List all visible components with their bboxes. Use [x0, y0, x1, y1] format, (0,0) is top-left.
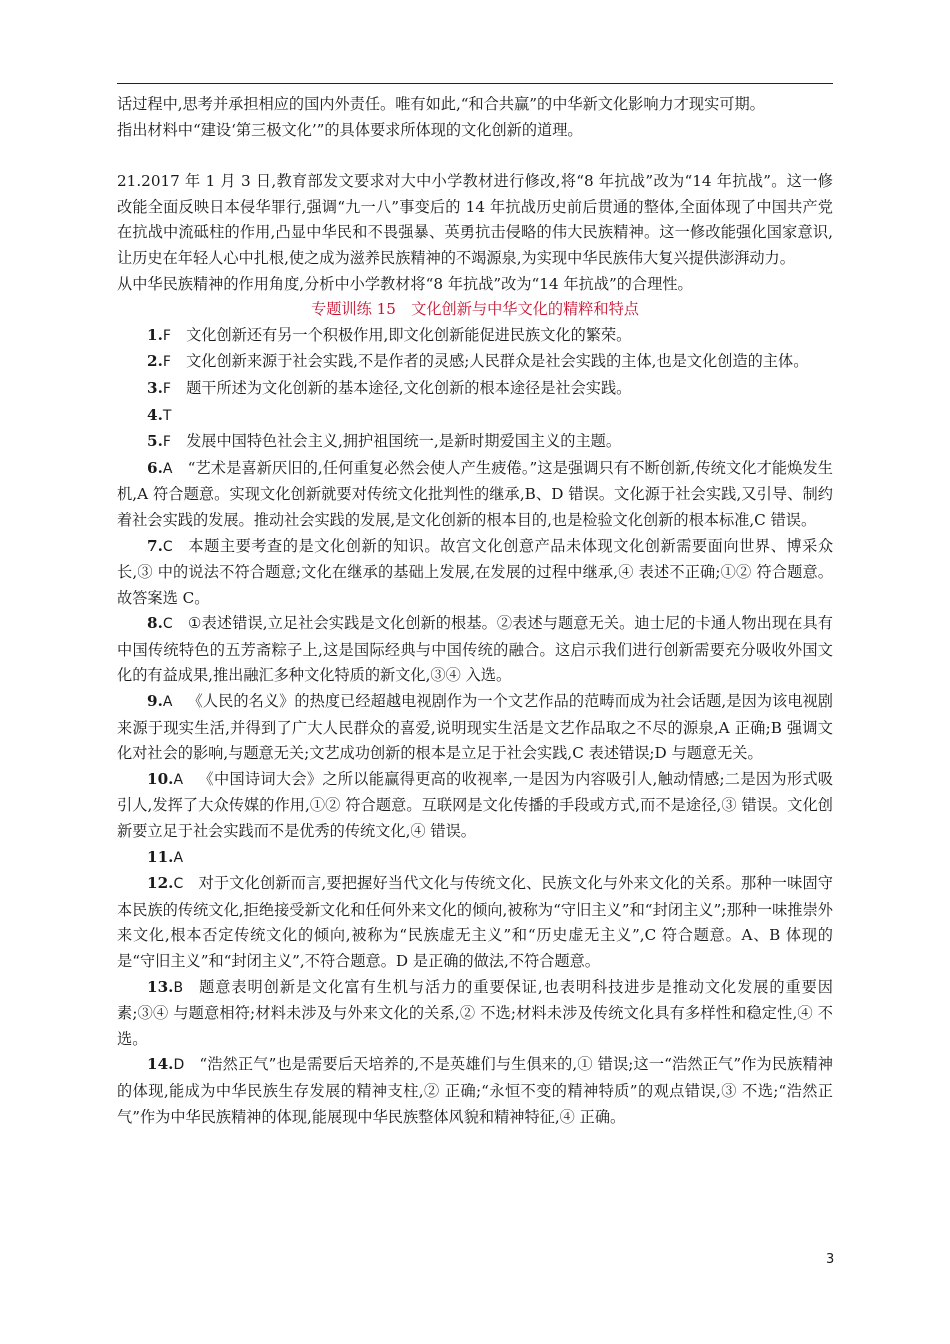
answer-separator: [173, 614, 188, 632]
question-21-text: 21.2017 年 1 月 3 日,教育部发文要求对大中小学教材进行修改,将“8 年抗战”改为“14 年抗战”。这一修改能全面反映日本侵华罪行,强调“九一八”事变后的 14 年抗战历史前后贯通的整体,全面体现了中国共产党在抗战中流砥柱的作用,凸显中华民和不畏强暴、英勇抗击侵略的伟大民族精神。这一修改能强化国家意识,让历史在年轻人心中扎根,使之成为滋养民族精神的不竭源泉,为实现中华民族伟大复兴提供澎湃动力。: [117, 172, 833, 267]
answer-item: [117, 403, 833, 430]
answer-key: C: [162, 538, 173, 555]
answer-item: [117, 376, 833, 403]
answer-explanation: 本题主要考查的是文化创新的知识。故宫文化创意产品未体现文化创新需要面向世界、博采众长,③ 中的说法不符合题意;文化在继承的基础上发展,在发展的过程中继承,④ 表述不正确;①② 符合题意。故答案选 C。: [117, 536, 833, 607]
answer-key: F: [162, 380, 171, 397]
answer-explanation: “艺术是喜新厌旧的,任何重复必然会使人产生疲倦。”这是强调只有不断创新,传统文化才能焕发生机,A 符合题意。实现文化创新就要对传统文化批判性的继承,B、D 错误。文化源于社会实践,又引导、制约着社会实践的发展。推动社会实践的发展,是文化创新的根本目的,也是检验文化创新的根本标准,C 错误。: [117, 458, 833, 529]
answer-key: A: [173, 771, 184, 788]
answer-number: 14.: [147, 1055, 174, 1074]
answer-key: A: [173, 849, 184, 866]
answer-number: 4.: [147, 405, 163, 424]
answer-key: A: [162, 460, 173, 477]
answer-number: 12.: [147, 874, 174, 893]
answer-separator: [171, 432, 186, 450]
answer-item: [117, 845, 833, 872]
answer-separator: [171, 326, 186, 344]
answer-key: F: [162, 327, 171, 344]
answer-key: A: [162, 694, 173, 711]
answer-explanation: 《人民的名义》的热度已经超越电视剧作为一个文艺作品的范畴而成为社会话题,是因为该电视剧来源于现实生活,并得到了广大人民群众的喜爱,说明现实生活是文艺作品取之不尽的源泉,A 正确;B 强调文化对社会的影响,与题意无关;文艺成功创新的根本是立足于社会实践,C 表述错误;D 与题意无关。: [117, 692, 833, 763]
answer-separator: [172, 692, 187, 710]
answer-explanation: “浩然正气”也是需要后天培养的,不是英雄们与生俱来的,① 错误;这一“浩然正气”作为民族精神的体现,能成为中华民族生存发展的精神支柱,② 正确;“永恒不变的精神特质”的观点错误,③ 不选;“浩然正气”作为中华民族精神的体现,能展现中华民族整体风貌和精神特征,④ 正确。: [117, 1055, 833, 1126]
answer-separator: [171, 352, 186, 370]
answer-separator: [171, 379, 186, 397]
answer-item: [117, 767, 833, 845]
answer-number: 6.: [147, 458, 163, 477]
answer-key: T: [162, 407, 172, 424]
answer-item: [117, 1052, 833, 1130]
answer-explanation: 对于文化创新而言,要把握好当代文化与传统文化、民族文化与外来文化的关系。那种一味固守本民族的传统文化,拒绝接受新文化和任何外来文化的倾向,被称为“守旧主义”和“封闭主义”;那种一味推崇外来文化,根本否定传统文化的倾向,被称为“民族虚无主义”和“历史虚无主义”,C 符合题意。A、B 体现的是“守旧主义”和“封闭主义”,不符合题意。D 是正确的做法,不符合题意。: [117, 874, 833, 970]
answer-number: 3.: [147, 378, 163, 397]
answer-key: F: [162, 434, 171, 451]
answer-item: [117, 534, 833, 612]
answer-number: 11.: [147, 847, 174, 866]
answer-number: 10.: [147, 769, 174, 788]
answer-number: 8.: [147, 614, 163, 633]
answer-item: [117, 689, 833, 767]
page-number: 3: [826, 1252, 835, 1267]
answer-number: 9.: [147, 692, 163, 711]
answer-number: 13.: [147, 977, 174, 996]
spacer: [117, 143, 833, 169]
header-rule: [117, 83, 833, 84]
answer-item: [117, 429, 833, 456]
answer-item: [117, 323, 833, 350]
answer-number: 5.: [147, 432, 163, 451]
section-title: 专题训练 15 文化创新与中华文化的精粹和特点: [311, 300, 639, 319]
answer-separator: [183, 874, 198, 892]
answer-separator: [173, 537, 188, 555]
intro-line-2: 指出材料中“建设‘第三极文化’”的具体要求所体现的文化创新的道理。: [117, 120, 583, 139]
answer-item: [117, 611, 833, 689]
answer-separator: [183, 978, 198, 996]
answer-explanation: ①表述错误,立足社会实践是文化创新的根基。②表述与题意无关。迪士尼的卡通人物出现在具有中国传统特色的五芳斋粽子上,这是国际经典与中国传统的融合。这启示我们进行创新需要充分吸收外国文化的有益成果,推出融汇多种文化特质的新文化,③④ 入选。: [117, 614, 833, 685]
answer-explanation: 发展中国特色社会主义,拥护祖国统一,是新时期爱国主义的主题。: [186, 432, 622, 451]
answer-key: C: [173, 876, 184, 893]
intro-line-1: 话过程中,思考并承担相应的国内外责任。唯有如此,“和合共赢”的中华新文化影响力才现实可期。: [117, 95, 765, 113]
answer-separator: [183, 770, 198, 788]
answer-separator: [172, 459, 187, 477]
answer-explanation: 题意表明创新是文化富有生机与活力的重要保证,也表明科技进步是推动文化发展的重要因素;③④ 与题意相符;材料未涉及与外来文化的关系,② 不选;材料未涉及传统文化具有多样性和稳定性,④ 不选。: [117, 977, 833, 1048]
document-body: [117, 92, 833, 1130]
answer-list: [117, 323, 833, 1130]
answer-explanation: 《中国诗词大会》之所以能赢得更高的收视率,一是因为内容吸引人,触动情感;二是因为形式吸引人,发挥了大众传媒的作用,①② 符合题意。互联网是文化传播的手段或方式,而不是途径,③ 错误。文化创新要立足于社会实践而不是优秀的传统文化,④ 错误。: [117, 769, 833, 841]
answer-number: 2.: [147, 352, 163, 371]
answer-explanation: 题干所述为文化创新的基本途径,文化创新的根本途径是社会实践。: [186, 378, 632, 397]
answer-key: B: [173, 979, 184, 996]
answer-explanation: 文化创新还有另一个积极作用,即文化创新能促进民族文化的繁荣。: [186, 325, 632, 344]
answer-separator: [184, 1055, 199, 1073]
answer-item: [117, 456, 833, 534]
question-21-prompt: 从中华民族精神的作用角度,分析中小学教材将“8 年抗战”改为“14 年抗战”的合理性。: [117, 274, 693, 293]
answer-item: [117, 871, 833, 974]
answer-number: 1.: [147, 325, 163, 344]
answer-item: [117, 349, 833, 376]
answer-key: D: [173, 1057, 185, 1074]
answer-key: C: [162, 616, 173, 633]
answer-key: F: [162, 354, 171, 371]
answer-item: [117, 975, 833, 1053]
answer-explanation: 文化创新来源于社会实践,不是作者的灵感;人民群众是社会实践的主体,也是文化创造的主体。: [186, 352, 809, 371]
answer-number: 7.: [147, 536, 163, 555]
